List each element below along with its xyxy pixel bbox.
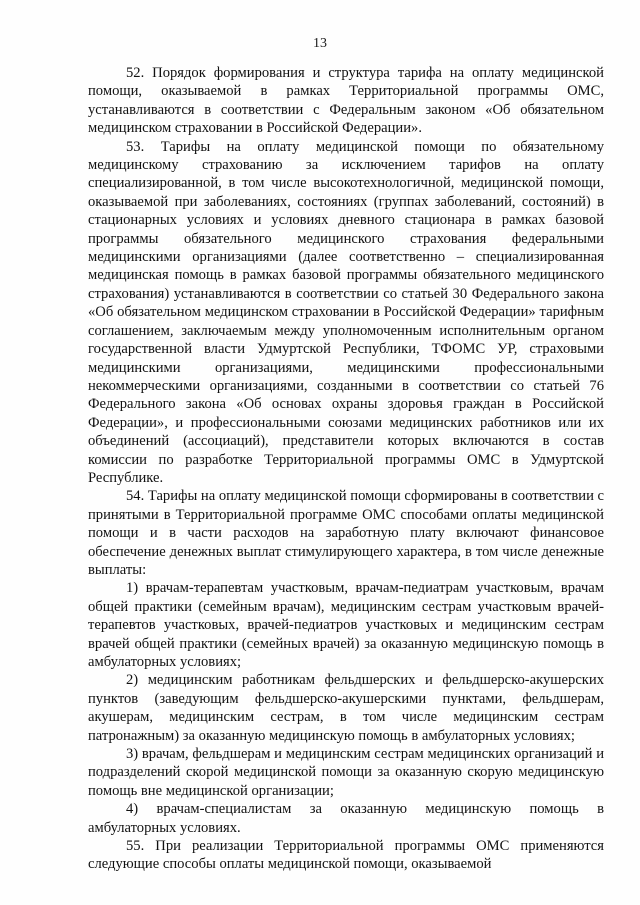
- document-body: [88, 64, 604, 874]
- paragraph-52: 52. Порядок формирования и структура тарифа на оплату медицинской помощи, оказываемой в рамках Территориальной программы ОМС, устанавливаются в соответствии с Федеральным законом «Об обязательном медицинском страховании в Российской Федерации».: [88, 65, 604, 137]
- page-number: 13: [313, 36, 327, 51]
- list-item-2: 2) медицинским работникам фельдшерских и фельдшерско-акушерских пунктов (заведующим фельдшерско-акушерскими пунктами, фельдшерам, акушерам, медицинским сестрам, в том числе медицинским сестрам патронажным) за оказанную медицинскую помощь в амбулаторных условиях;: [88, 672, 604, 744]
- list-item-4: 4) врачам-специалистам за оказанную медицинскую помощь в амбулаторных условиях.: [88, 801, 604, 836]
- paragraph-54: 54. Тарифы на оплату медицинской помощи сформированы в соответствии с принятыми в Территориальной программе ОМС способами оплаты медицинской помощи и в части расходов на заработную плату включают финансовое обеспечение денежных выплат стимулирующего характера, в том числе денежные выплаты:: [88, 488, 605, 578]
- paragraph-53: 53. Тарифы на оплату медицинской помощи по обязательному медицинскому страхованию за исключением тарифов на оплату специализированной, в том числе высокотехнологичной, медицинской помощи, оказываемой при заболеваниях, состояниях (группах заболеваний, состояний) в стационарных условиях и условиях дневного стационара в рамках базовой программы обязательного медицинского страхования федеральными медицинскими организациями (далее соответственно – специализированная медицинская помощь в рамках базовой программы обязательного медицинского страхования) устанавливаются в соответствии со статьей 30 Федерального закона «Об обязательном медицинском страховании в Российской Федерации» тарифным соглашением, заключаемым между уполномоченным исполнительным органом государственной власти Удмуртской Республики, ТФОМС УР, страховыми медицинскими организациями, медицинскими профессиональными некоммерческими организациями, созданными в соответствии со статьей 76 Федерального закона «Об основах охраны здоровья граждан в Российской Федерации», и профессиональными союзами медицинских работников или их объединений (ассоциаций), представители которых включаются в состав комиссии по разработке Территориальной программы ОМС в Удмуртской Республике.: [88, 138, 604, 486]
- list-item-3: 3) врачам, фельдшерам и медицинским сестрам медицинских организаций и подразделений скорой медицинской помощи за оказанную скорую медицинскую помощь вне медицинской организации;: [88, 746, 604, 799]
- paragraph-55: 55. При реализации Территориальной программы ОМС применяются следующие способы оплаты медицинской помощи, оказываемой: [88, 838, 604, 873]
- list-item-1: 1) врачам-терапевтам участковым, врачам-педиатрам участковым, врачам общей практики (семейным врачам), медицинским сестрам участковым врачей-терапевтов участковых, врачей-педиатров участковых и медицинским сестрам врачей общей практики (семейных врачей) за оказанную медицинскую помощь в амбулаторных условиях;: [88, 580, 604, 670]
